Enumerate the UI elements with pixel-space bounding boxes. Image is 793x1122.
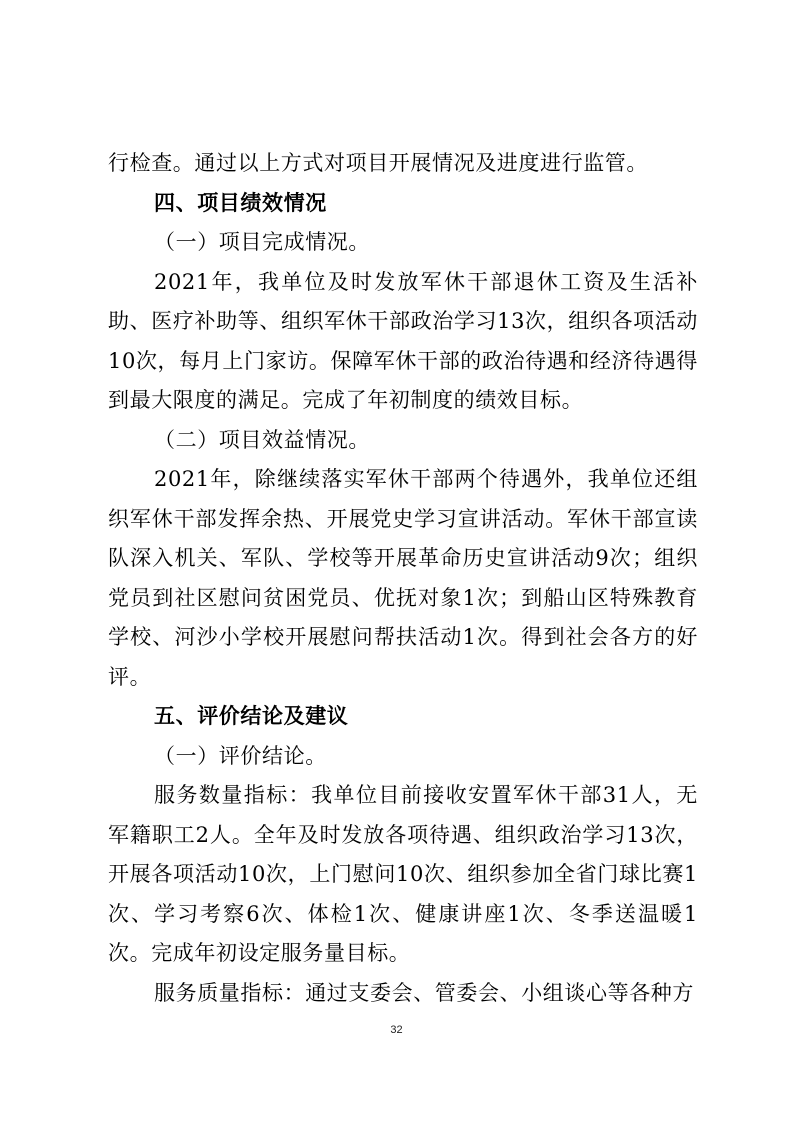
subheading-benefit: （二）项目效益情况。 [154, 427, 370, 452]
document-body [108, 144, 698, 1013]
subheading-evaluation: （一）评价结论。 [154, 743, 327, 768]
paragraph-completion: 2021年，我单位及时发放军休干部退休工资及生活补助、医疗补助等、组织军休干部政治学习13次，组织各项活动10次，每月上门家访。保障军休干部的政治待遇和经济待遇得到最大限度的满足。完成了年初制度的绩效目标。 [108, 269, 698, 412]
section-heading-conclusion: 五、评价结论及建议 [154, 704, 349, 728]
paragraph-continuation: 行检查。通过以上方式对项目开展情况及进度进行监管。 [108, 151, 648, 175]
page-number: 32 [390, 1024, 403, 1036]
paragraph-benefit: 2021年，除继续落实军休干部两个待遇外，我单位还组织军休干部发挥余热、开展党史学习宣讲活动。军休干部宣读队深入机关、军队、学校等开展革命历史宣讲活动9次；组织党员到社区慰问贫困党员、优抚对象1次；到船山区特殊教育学校、河沙小学校开展慰问帮扶活动1次。得到社会各方的好评。 [108, 467, 698, 689]
subheading-completion: （一）项目完成情况。 [154, 230, 370, 254]
paragraph-quantity-indicator: 服务数量指标：我单位目前接收安置军休干部31人，无军籍职工2人。全年及时发放各项待遇、组织政治学习13次，开展各项活动10次，上门慰问10次、组织参加全省门球比赛1次、学习考察6次、体检1次、健康讲座1次、冬季送温暖1次。完成年初设定服务量目标。 [108, 783, 698, 965]
paragraph-quality-indicator: 服务质量指标：通过支委会、管委会、小组谈心等各种方 [154, 980, 694, 1005]
section-heading-performance: 四、项目绩效情况 [154, 190, 327, 215]
